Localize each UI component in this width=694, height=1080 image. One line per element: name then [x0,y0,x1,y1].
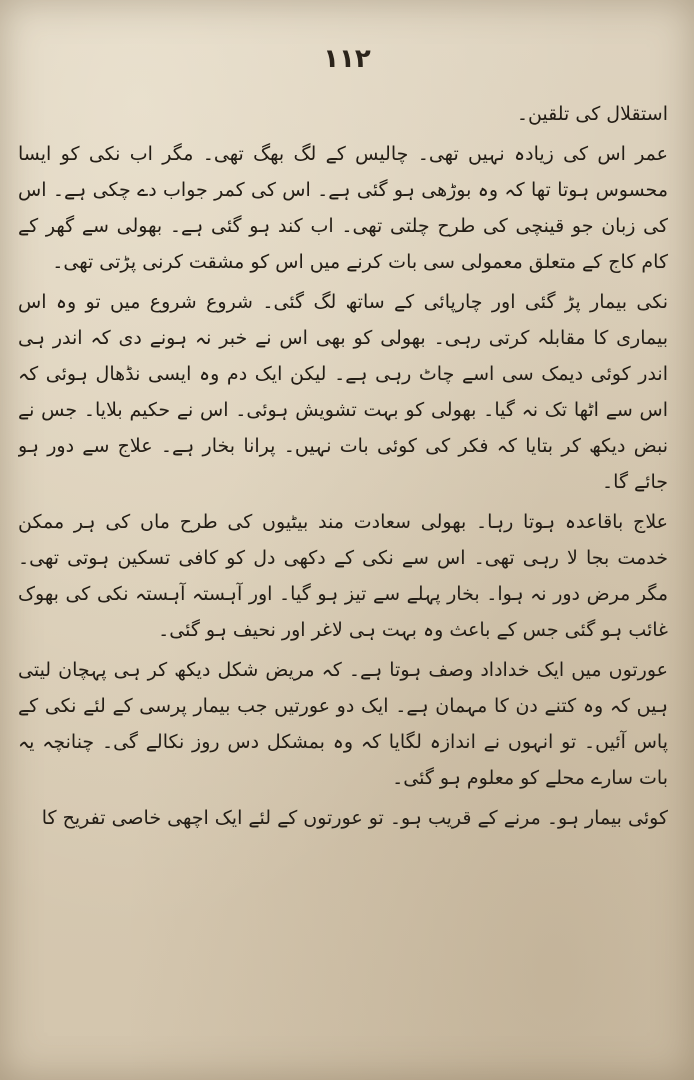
page-text [18,96,668,1056]
text-paragraph: علاج باقاعدہ ہوتا رہا۔ بھولی سعادت مند بیٹیوں کی طرح ماں کی ہر ممکن خدمت بجا لا رہی تھی۔ اس سے نکی کے دکھی دل کو کافی تسکین ہوتی تھی۔ مگر مرض دور نہ ہوا۔ بخار پہلے سے تیز ہو گیا۔ اور آہستہ آہستہ نکی کی بھوک غائب ہو گئی جس کے باعث وہ بہت ہی لاغر اور نحیف ہو گئی۔ [18,511,668,641]
page-number: ۱۱۲ [323,44,371,74]
text-paragraph: کوئی بیمار ہو۔ مرنے کے قریب ہو۔ تو عورتوں کے لئے ایک اچھی خاصی تفریح کا [41,807,668,829]
text-paragraph: عمر اس کی زیادہ نہیں تھی۔ چالیس کے لگ بھگ تھی۔ مگر اب نکی کو ایسا محسوس ہوتا تھا کہ وہ بوڑھی ہو گئی ہے۔ اس کی کمر جواب دے چکی ہے۔ اس کی زبان جو قینچی کی طرح چلتی تھی۔ اب کند ہو گئی ہے۔ بھولی سے گھر کے کام کاج کے متعلق معمولی سی بات کرنے میں اس کو مشقت کرنی پڑتی تھی۔ [18,143,668,273]
text-paragraph: نکی بیمار پڑ گئی اور چارپائی کے ساتھ لگ گئی۔ شروع شروع میں تو وہ اس بیماری کا مقابلہ کرتی رہی۔ بھولی کو بھی اس نے خبر نہ ہونے دی کہ اندر ہی اندر کوئی دیمک سی اسے چاٹ رہی ہے۔ لیکن ایک دم وہ ایسی نڈھال ہوئی کہ اس سے اٹھا تک نہ گیا۔ بھولی کو بہت تشویش ہوئی۔ اس نے حکیم بلایا۔ جس نے نبض دیکھ کر بتایا کہ فکر کی کوئی بات نہیں۔ پرانا بخار ہے۔ علاج سے دور ہو جائے گا۔ [18,291,668,493]
text-paragraph: عورتوں میں ایک خداداد وصف ہوتا ہے۔ کہ مریض شکل دیکھ کر ہی پہچان لیتی ہیں کہ وہ کتنے دن کا مہمان ہے۔ ایک دو عورتیں جب بیمار پرسی کے لئے نکی کے پاس آئیں۔ تو انہوں نے اندازہ لگایا کہ وہ بمشکل دس روز نکالے گی۔ چنانچہ یہ بات سارے محلے کو معلوم ہو گئی۔ [18,659,668,789]
text-paragraph: استقلال کی تلقین۔ [516,103,668,125]
